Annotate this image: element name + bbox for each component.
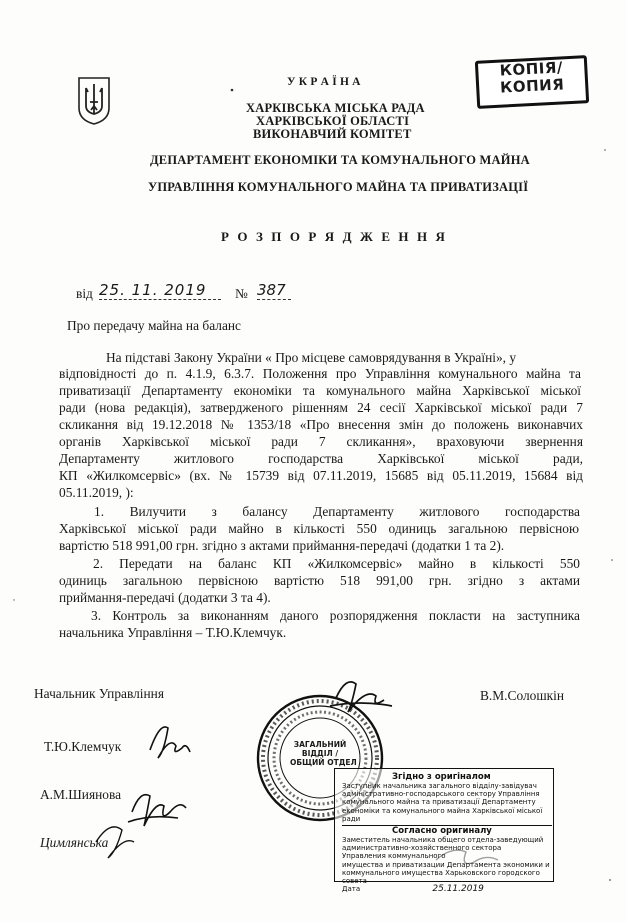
- stamp-title-ru: Согласно оригиналу: [342, 825, 552, 836]
- item3-line: начальника Управління – Т.Ю.Клемчук.: [59, 625, 287, 640]
- preamble-line: відповідності до п. 4.1.9, 6.3.7. Положення про Управління комунального майна та: [59, 366, 581, 381]
- seal-center-line: ЗАГАЛЬНИЙ: [293, 740, 347, 749]
- preamble-line: органів Харківської міської ради 7 скликання», враховуючи звернення: [59, 434, 583, 449]
- number-label: №: [235, 286, 248, 301]
- item2-line: 2. Передати на баланс КП «Жилкомсервіс» майно в кількості 550: [93, 556, 580, 571]
- item3-line: 3. Контроль за виконанням даного розпорядження покласти на заступника: [91, 608, 580, 623]
- head-name: В.М.Солошкін: [480, 688, 565, 703]
- stamp-line: Управления коммунального: [342, 852, 446, 861]
- date-value: 25. 11. 2019: [99, 281, 221, 300]
- copy-stamp-line2: КОПИЯ: [499, 75, 565, 97]
- stamp-title-ua: Згідно з оригіналом: [392, 772, 491, 782]
- copy-stamp-line1: КОПІЯ/: [499, 58, 564, 80]
- stamp-line: економіки та комунального майна Харківської міської ради: [342, 806, 543, 823]
- header-committee: ВИКОНАВЧИЙ КОМІТЕТ: [253, 127, 412, 141]
- stamp-line: Заступник начальника загального відділу-завідувач: [342, 782, 537, 790]
- header-directorate: УПРАВЛІННЯ КОМУНАЛЬНОГО МАЙНА ТА ПРИВАТИЗАЦІЇ: [148, 180, 529, 194]
- preamble-line: Департаменту житлового господарства Харківської міської ради,: [59, 451, 583, 466]
- stamp-date-label: Дата: [342, 885, 361, 894]
- preamble-line: ради (нова редакція), затвердженого рішенням 24 сесії Харківської міської ради 7: [59, 400, 583, 415]
- item2-line: приймання-передачі (додатки 3 та 4).: [59, 590, 271, 605]
- stamp-date-value: 25.11.2019: [432, 884, 484, 895]
- head-title: Начальник Управління: [34, 686, 164, 701]
- preamble-line: 05.11.2019, ):: [59, 485, 134, 500]
- seal-center-line: ОБЩИЙ ОТДЕЛ: [290, 758, 357, 767]
- preamble-line: На підставі Закону України « Про місцеве самоврядування в Україні», у: [106, 350, 517, 365]
- stamp-line: комунального майна та приватизації Департаменту: [342, 798, 536, 807]
- stamp-line: имущества и приватизации Департамента экономики и: [342, 860, 550, 869]
- header-region: ХАРКІВСЬКОЇ ОБЛАСТІ: [256, 114, 410, 128]
- stamp-line: административно-хозяйственного сектора: [342, 844, 502, 853]
- subject-line: Про передачу майна на баланс: [67, 318, 241, 333]
- date-label: від: [76, 286, 93, 301]
- item2-line: одиниць загальною первісною вартістю 518 991,00 грн. згідно з актами: [59, 573, 580, 588]
- item1-line: Харківської міської ради майно в кількості 550 одиниць загальною первісною: [59, 521, 579, 536]
- preamble-line: скликання від 19.12.2018 № 1353/18 «Про внесення змін до положень виконавчих: [59, 417, 583, 432]
- stamp-line: адміністративно-господарського сектору Управління: [342, 790, 540, 799]
- seal-center-line: ВІДДІЛ /: [301, 749, 339, 758]
- preamble-line: КП «Жилкомсервіс» (вх. № 15739 від 07.11.2019, 15685 від 05.11.2019, 15684 від: [59, 468, 583, 483]
- preamble-line: приватизації Департаменту економіки та комунального майна Харківської міської: [59, 383, 581, 398]
- stamp-line: коммунального имущества Харьковского городского: [342, 868, 540, 877]
- header-country: У К Р А Ї Н А: [287, 76, 361, 88]
- stamp-line: совета: [342, 877, 367, 886]
- document-title: Р О З П О Р Я Д Ж Е Н Н Я: [221, 229, 448, 244]
- visa-tsymlianska: Цимлянська: [40, 835, 109, 850]
- header-council: ХАРКІВСЬКА МІСЬКА РАДА: [246, 101, 425, 115]
- visa-klemchuk: Т.Ю.Клемчук: [44, 739, 122, 754]
- item1-line: вартістю 518 991,00 грн. згідно з актами приймання-передачі (додатки 1 та 2).: [59, 538, 505, 553]
- header-department: ДЕПАРТАМЕНТ ЕКОНОМІКИ ТА КОМУНАЛЬНОГО МАЙНА: [150, 153, 530, 167]
- number-value: 387: [257, 281, 291, 300]
- stamp-line: Заместитель начальника общего отдела-заведующий: [342, 836, 544, 845]
- visa-shyianova: А.М.Шиянова: [40, 787, 122, 802]
- item1-line: 1. Вилучити з балансу Департаменту житлового господарства: [94, 504, 580, 519]
